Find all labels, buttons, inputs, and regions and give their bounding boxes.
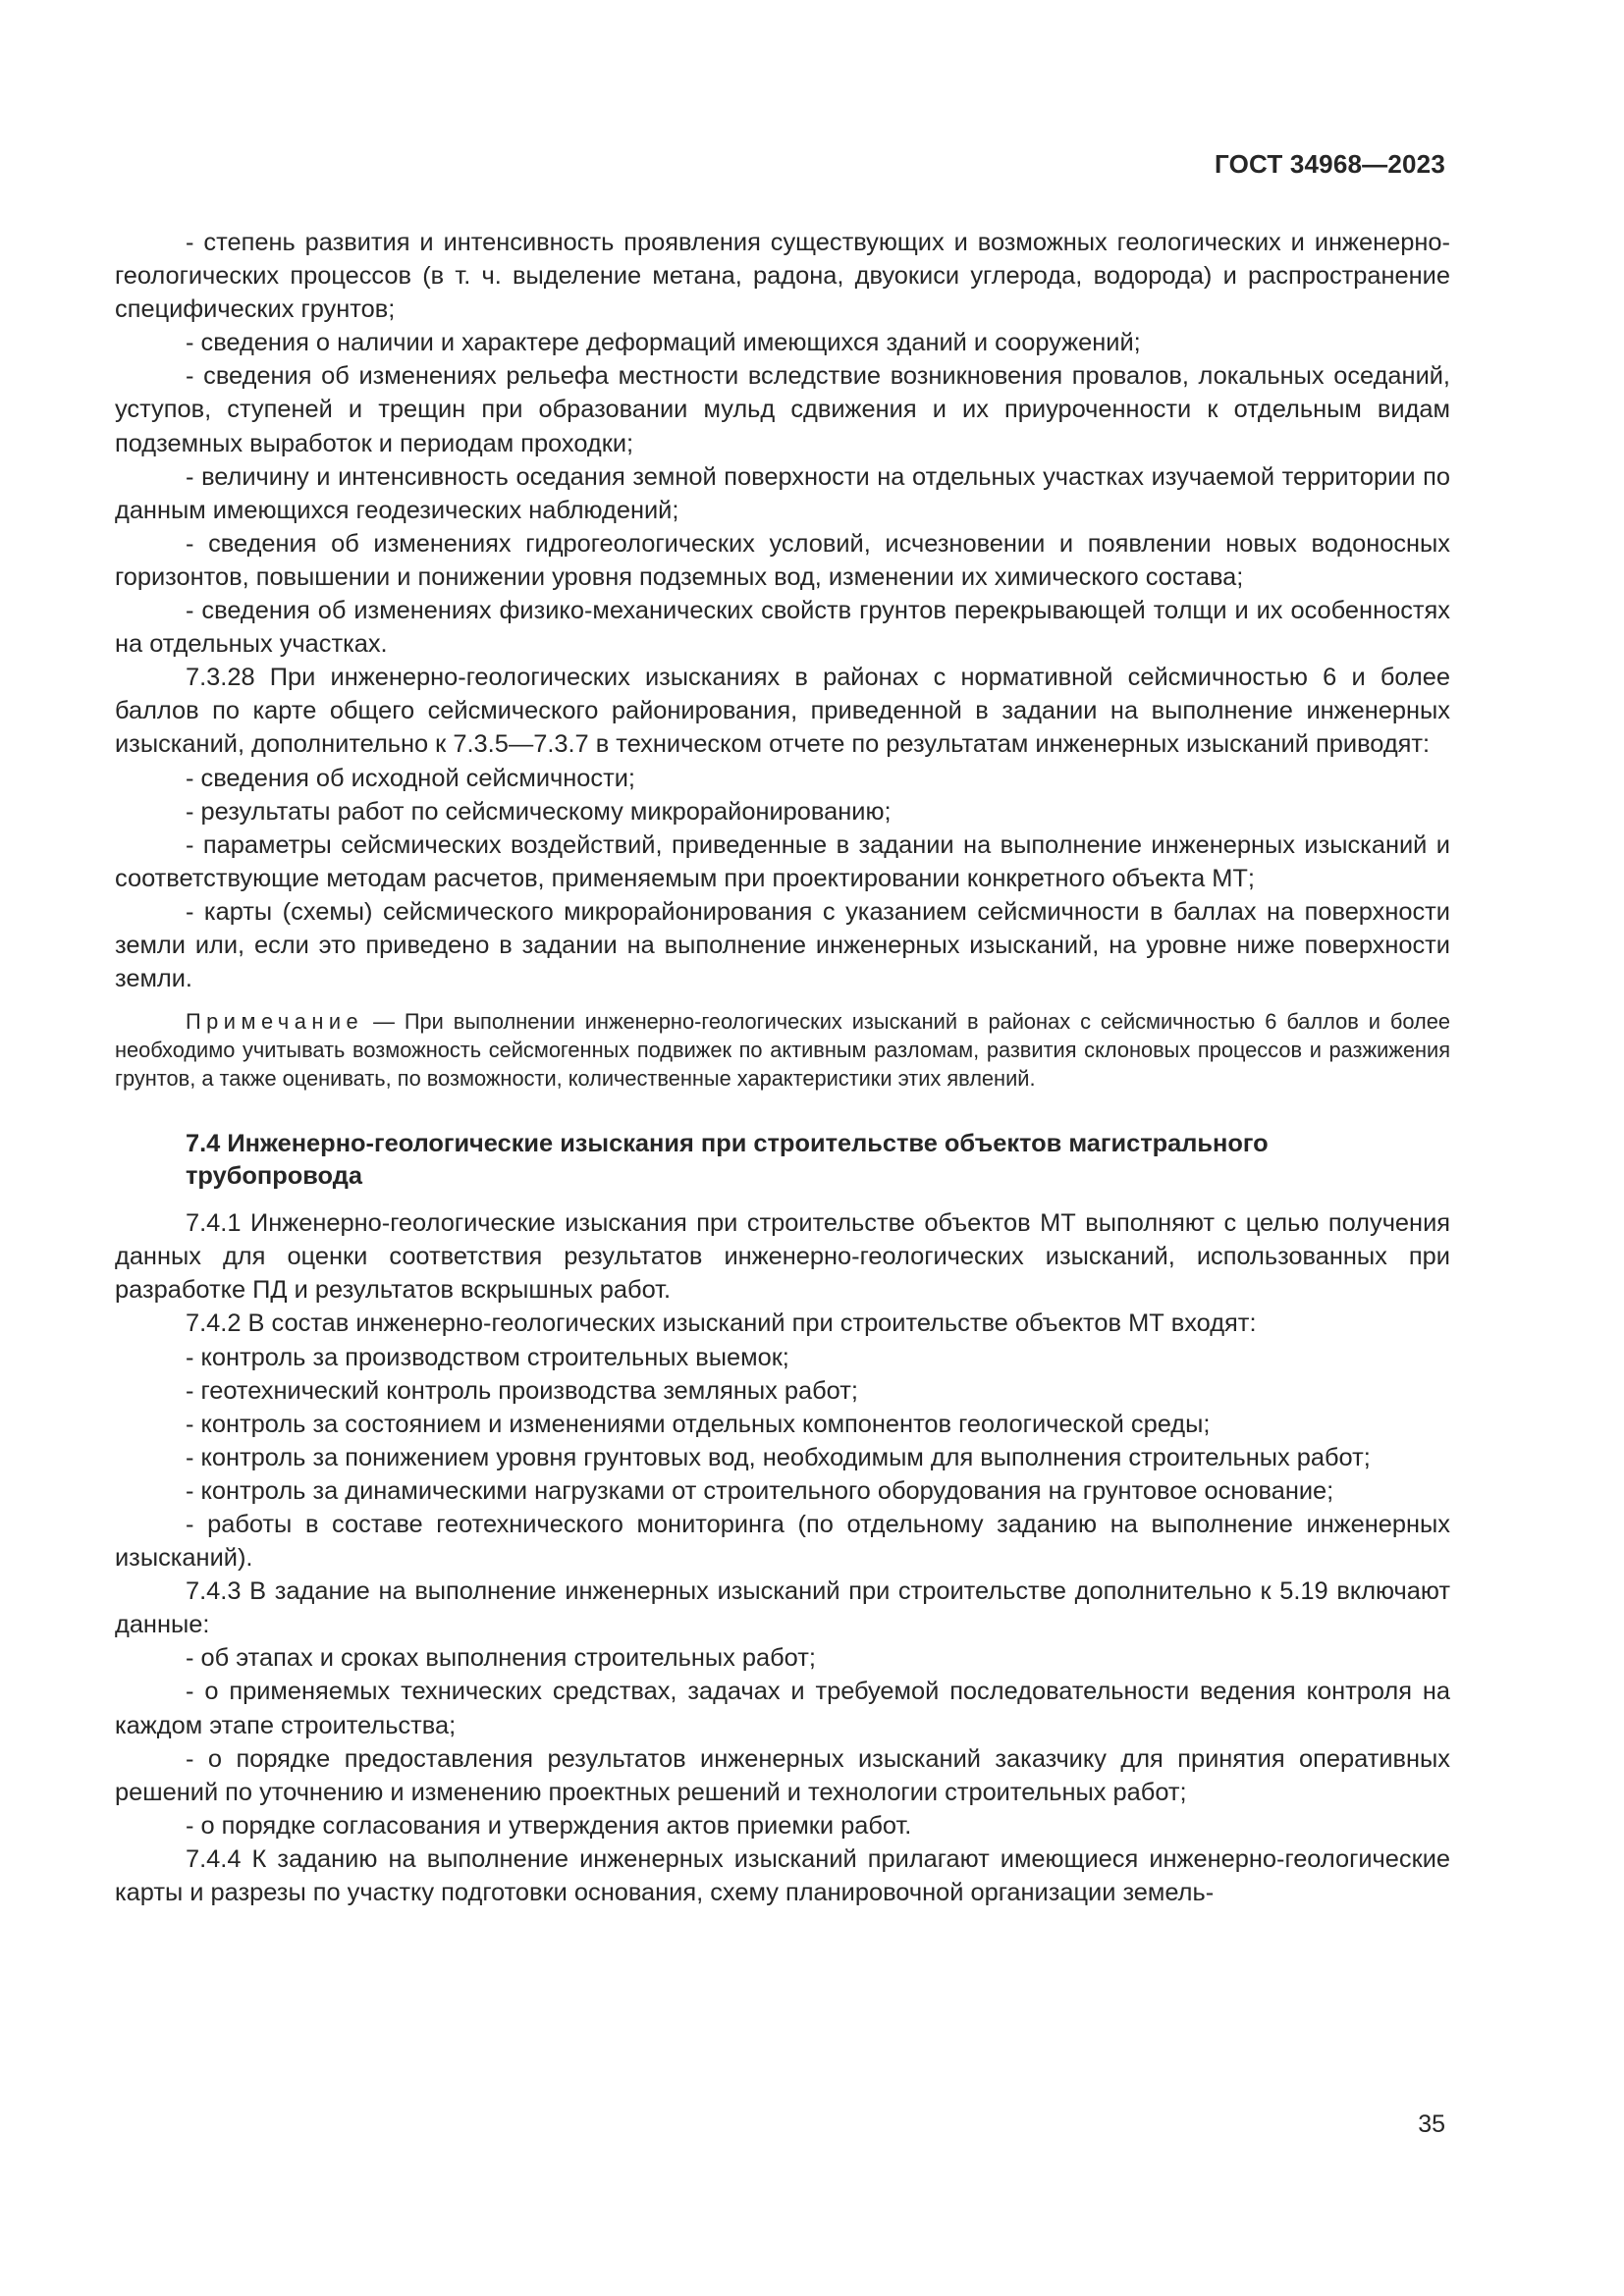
document-code-header: ГОСТ 34968—2023 (1215, 149, 1445, 179)
note (115, 1007, 1450, 1093)
paragraph: - сведения об изменениях гидрогеологических условий, исчезновении и появлении новых водоносных горизонтов, повышении и понижении уровня подземных вод, изменении их химического состава; (115, 529, 1450, 591)
paragraph: - контроль за динамическими нагрузками от строительного оборудования на грунтовое основание; (186, 1476, 1334, 1505)
note-label: Примечание (186, 1009, 364, 1035)
page-number: 35 (1418, 2110, 1445, 2138)
section-heading: 7.4 Инженерно-геологические изыскания при строительстве объектов магистрального трубопровода (186, 1130, 1269, 1191)
paragraph: 7.4.2 В состав инженерно-геологических изысканий при строительстве объектов МТ входят: (186, 1309, 1257, 1338)
paragraph: - контроль за понижением уровня грунтовых вод, необходимым для выполнения строительных работ; (186, 1443, 1371, 1471)
paragraph: - параметры сейсмических воздействий, приведенные в задании на выполнение инженерных изысканий и соответствующие методам расчетов, применяемым при проектировании конкретного объекта МТ; (115, 830, 1450, 892)
paragraph: - о порядке предоставления результатов инженерных изысканий заказчику для принятия оперативных решений по уточнению и изменению проектных решений и технологии строительных работ; (115, 1744, 1450, 1806)
paragraph: - о применяемых технических средствах, задачах и требуемой последовательности ведения контроля на каждом этапе строительства; (115, 1678, 1450, 1739)
paragraph: - о порядке согласования и утверждения актов приемки работ. (186, 1811, 912, 1840)
paragraph: - геотехнический контроль производства земляных работ; (186, 1376, 858, 1405)
page-content (115, 226, 1450, 1909)
paragraph: - сведения об исходной сейсмичности; (186, 764, 635, 792)
paragraph: - сведения о наличии и характере деформаций имеющихся зданий и сооружений; (186, 329, 1141, 357)
paragraph: - сведения об изменениях физико-механических свойств грунтов перекрывающей толщи и их особенностях на отдельных участках. (115, 597, 1450, 659)
paragraph: 7.4.4 К заданию на выполнение инженерных изысканий прилагают имеющиеся инженерно-геологические карты и разрезы по участку подготовки основания, схему планировочной организации земель- (115, 1844, 1450, 1907)
paragraph: - карты (схемы) сейсмического микрорайонирования с указанием сейсмичности в баллах на поверхности земли или, если это приведено в задании на выполнение инженерных изысканий, на уровне ниже поверхности земли. (115, 897, 1450, 993)
paragraph: - результаты работ по сейсмическому микрорайонированию; (186, 797, 892, 826)
paragraph: - контроль за производством строительных выемок; (186, 1343, 789, 1371)
paragraph: - работы в составе геотехнического мониторинга (по отдельному заданию на выполнение инженерных изысканий). (115, 1511, 1450, 1573)
paragraph: - степень развития и интенсивность проявления существующих и возможных геологических и инженерно-геологических процессов (в т. ч. выделение метана, радона, двуокиси углерода, водорода) и распространение специфических грунтов; (115, 229, 1450, 324)
paragraph: 7.4.3 В задание на выполнение инженерных изысканий при строительстве дополнительно к 5.19 включают данные: (115, 1577, 1450, 1639)
paragraph: - контроль за состоянием и изменениями отдельных компонентов геологической среды; (186, 1410, 1211, 1438)
paragraph: - об этапах и сроках выполнения строительных работ; (186, 1644, 816, 1673)
paragraph: 7.4.1 Инженерно-геологические изыскания при строительстве объектов МТ выполняют с целью получения данных для оценки соответствия результатов инженерно-геологических изысканий, использованных при разработке ПД и результатов вскрышных работ. (115, 1209, 1450, 1305)
note-text: — При выполнении инженерно-геологических изысканий в районах с сейсмичностью 6 баллов и более необходимо учитывать возможность сейсмогенных подвижек по активным разломам, развития склоновых процессов и разжижения грунтов, а также оценивать, по возможности, количественные характеристики этих явлений. (115, 1009, 1450, 1092)
paragraph: - сведения об изменениях рельефа местности вследствие возникновения провалов, локальных оседаний, уступов, ступеней и трещин при образовании мульд сдвижения и их приуроченности к отдельным видам подземных выработок и периодам проходки; (115, 362, 1450, 457)
paragraph: - величину и интенсивность оседания земной поверхности на отдельных участках изучаемой территории по данным имеющихся геодезических наблюдений; (115, 462, 1450, 524)
paragraph: 7.3.28 При инженерно-геологических изысканиях в районах с нормативной сейсмичностью 6 и более баллов по карте общего сейсмического районирования, приведенной в задании на выполнение инженерных изысканий, дополнительно к 7.3.5—7.3.7 в техническом отчете по результатам инженерных изысканий приводят: (115, 664, 1450, 759)
